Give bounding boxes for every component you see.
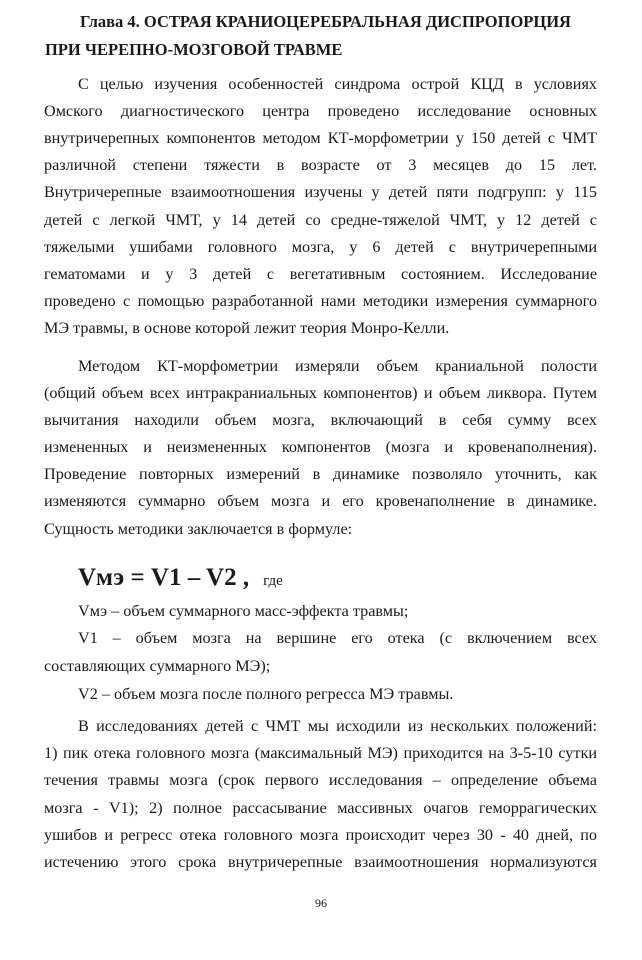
paragraph-line: Омского диагностического центра проведено исследование основных <box>44 102 597 120</box>
paragraph-line: течения травмы мозга (срок первого исследования – определение объема <box>44 771 597 789</box>
paragraph-line: измененных и неизмененных компонентов (мозга и кровенаполнения). <box>44 438 597 456</box>
formula-suffix: где <box>263 573 283 589</box>
chapter-heading-line-1: Глава 4. ОСТРАЯ КРАНИОЦЕРЕБРАЛЬНАЯ ДИСПРОПОРЦИЯ <box>80 12 571 31</box>
paragraph-line: детей с легкой ЧМТ, у 14 детей со средне-тяжелой ЧМТ, у 12 детей с <box>44 211 597 229</box>
definition-line: составляющих суммарного МЭ); <box>44 657 271 675</box>
definition-line: V1 – объем мозга на вершине его отека (с включением всех <box>78 629 597 647</box>
formula-expression: Vмэ = V1 – V2 , <box>78 564 250 591</box>
formula <box>78 564 283 592</box>
paragraph-line: вычитания находили объем мозга, включающий в себя сумму всех <box>44 411 597 429</box>
paragraph-line: МЭ травмы, в основе которой лежит теория Монро-Келли. <box>44 319 450 337</box>
paragraph-line: внутричерепных компонентов методом КТ-морфометрии у 150 детей с ЧМТ <box>44 129 597 147</box>
paragraph-line: Сущность методики заключается в формуле: <box>44 520 353 538</box>
definition-line: V2 – объем мозга после полного регресса МЭ травмы. <box>78 685 454 703</box>
paragraph-line: ушибов и регресс отека головного мозга происходит через 30 - 40 дней, по <box>44 826 597 844</box>
page-number: 96 <box>315 896 327 910</box>
definition-line: Vмэ – объем суммарного масс-эффекта травмы; <box>78 602 409 620</box>
paragraph-line: изменяются суммарно объем мозга и его кровенаполнение в динамике. <box>44 492 597 510</box>
chapter-heading-line-2: ПРИ ЧЕРЕПНО-МОЗГОВОЙ ТРАВМЕ <box>45 40 343 59</box>
paragraph-line: 1) пик отека головного мозга (максимальный МЭ) приходится на 3-5-10 сутки <box>44 744 597 762</box>
paragraph-line: тяжелыми ушибами головного мозга, у 6 детей с внутричерепными <box>44 238 597 256</box>
paragraph-line: В исследованиях детей с ЧМТ мы исходили из нескольких положений: <box>78 717 597 735</box>
paragraph-line: мозга - V1); 2) полное рассасывание массивных очагов геморрагических <box>44 799 597 817</box>
paragraph-line: Методом КТ-морфометрии измеряли объем краниальной полости <box>78 357 597 375</box>
paragraph-line: (общий объем всех интракраниальных компонентов) и объем ликвора. Путем <box>44 384 597 402</box>
paragraph-line: Проведение повторных измерений в динамике позволяло уточнить, как <box>44 465 597 483</box>
paragraph-line: Внутричерепные взаимоотношения изучены у детей пяти подгрупп: у 115 <box>44 183 597 201</box>
paragraph-line: С целью изучения особенностей синдрома острой КЦД в условиях <box>78 75 597 93</box>
paragraph-line: проведено с помощью разработанной нами методики измерения суммарного <box>44 292 597 310</box>
paragraph-line: гематомами и у 3 детей с вегетативным состоянием. Исследование <box>44 265 597 283</box>
paragraph-line: истечению этого срока внутричерепные взаимоотношения нормализуются <box>44 853 597 871</box>
paragraph-line: различной степени тяжести в возрасте от 3 месяцев до 15 лет. <box>44 156 597 174</box>
